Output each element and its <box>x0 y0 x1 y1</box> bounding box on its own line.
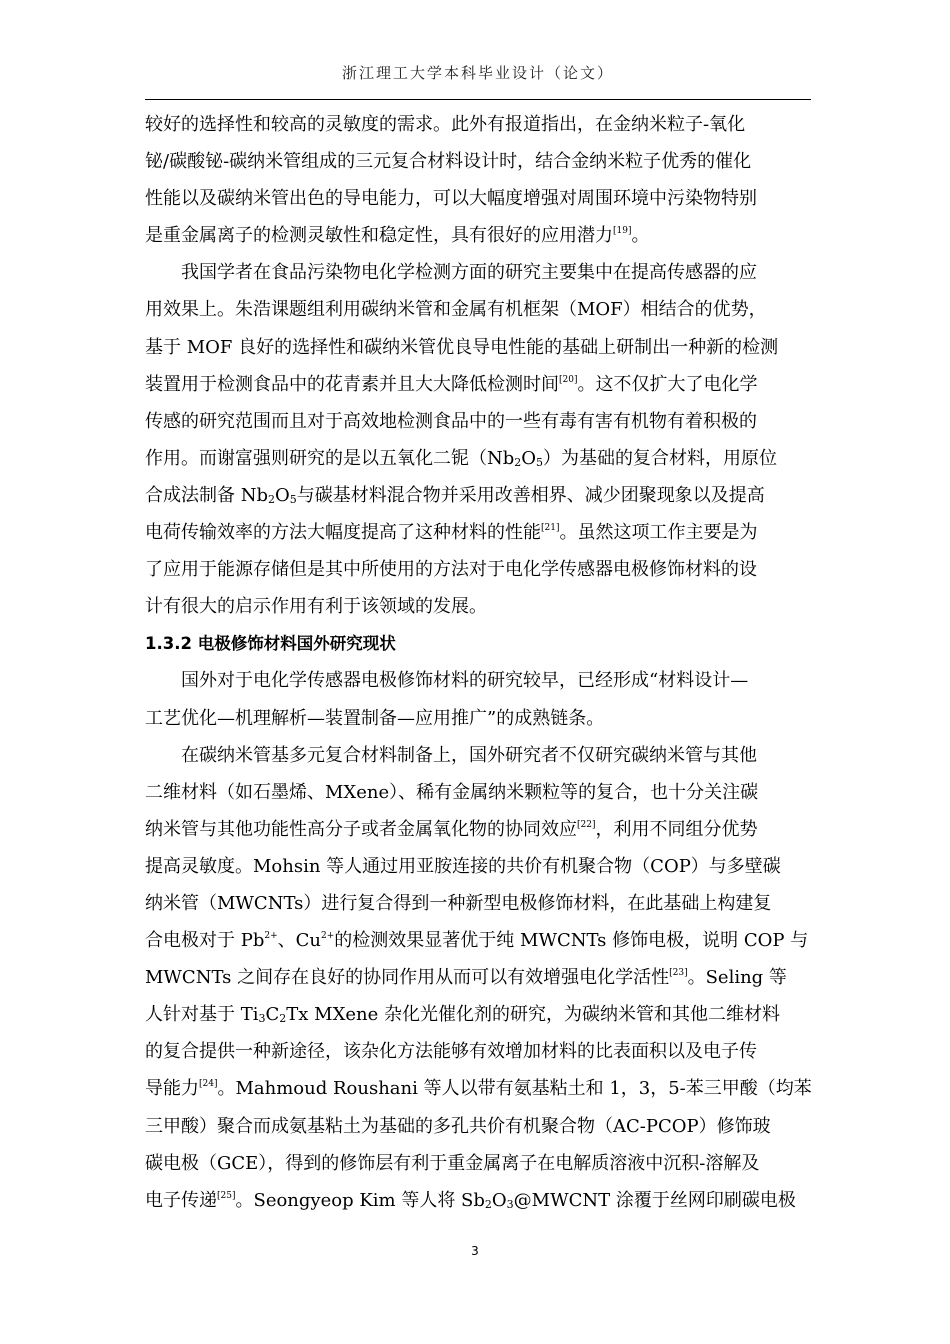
text-line: 在碳纳米管基多元复合材料制备上，国外研究者不仅研究碳纳米管与其他 <box>181 744 757 766</box>
text-line: 计有很大的启示作用有利于该领域的发展。 <box>145 596 487 618</box>
citation: [20] <box>559 374 578 385</box>
text-line: 基于 MOF 良好的选择性和碳纳米管优良导电性能的基础上研制出一种新的检测 <box>145 336 779 358</box>
text-line: 三甲酸）聚合而成氨基粘土为基础的多孔共价有机聚合物（AC-PCOP）修饰玻 <box>145 1115 771 1137</box>
text-line: 导能力 [24] 。Mahmoud Roushani 等人以带有氨基粘土和 1，3，5-苯三甲酸（均苯 <box>145 1070 811 1107</box>
text-line: 装置用于检测食品中的花青素并且大大降低检测时间 [20] 。这不仅扩大了电化学 <box>145 366 811 403</box>
text-line: 较好的选择性和较高的灵敏度的需求。此外有报道指出，在金纳米粒子-氧化 <box>145 114 746 135</box>
text-line: 合成法制备 Nb $_2$ O $_5$ 与碳基材料混合物并采用改善相界、减少团聚现象以及提高 <box>145 484 765 506</box>
text-line: 传感的研究范围而且对于高效地检测食品中的一些有毒有害有机物有着积极的 <box>145 410 757 432</box>
text-line: 了应用于能源存储但是其中所使用的方法对于电化学传感器电极修饰材料的设 <box>145 559 757 581</box>
text-line: 二维材料（如石墨烯、MXene）、稀有金属纳米颗粒等的复合，也十分关注碳 <box>145 781 759 803</box>
text-line: 提高灵敏度。Mohsin 等人通过用亚胺连接的共价有机聚合物（COP）与多壁碳 <box>145 855 781 877</box>
header-rule <box>145 99 811 100</box>
page-number: 3 <box>471 1244 479 1258</box>
body-text <box>145 106 811 1219</box>
citation: [25] <box>217 1190 236 1201</box>
text-line: 铋/碳酸铋-碳纳米管组成的三元复合材料设计时，结合金纳米粒子优秀的催化 <box>145 151 752 173</box>
text-line: MWCNTs 之间存在良好的协同作用从而可以有效增强电化学活性 [23] 。Seling 等 <box>145 959 811 996</box>
text-line: 电荷传输效率的方法大幅度提高了这种材料的性能 [21] 。虽然这项工作主要是为 <box>145 514 811 551</box>
text-line: 纳米管与其他功能性高分子或者金属氧化物的协同效应 [22] ，利用不同组分优势 <box>145 811 811 848</box>
text-line: 作用。而谢富强则研究的是以五氧化二铌（Nb $_2$ O $_5$ ）为基础的复合材料，用原位 <box>145 447 778 469</box>
text-line: 电子传递 [25] 。Seongyeop Kim 等人将 Sb $_2$ O $_3$ @MWCNT 涂覆于丝网印刷碳电极 <box>145 1182 811 1219</box>
text-line: 国外对于电化学传感器电极修饰材料的研究较早，已经形成“材料设计— <box>181 670 749 692</box>
page-header: 浙江理工大学本科毕业设计（论文） <box>341 64 614 82</box>
citation: [22] <box>577 819 596 830</box>
text-line: 碳电极（GCE），得到的修饰层有利于重金属离子在电解质溶液中沉积-溶解及 <box>145 1152 760 1174</box>
text-line: 是重金属离子的检测灵敏性和稳定性，具有很好的应用潜力 [19] 。 <box>145 217 811 254</box>
text-line: 我国学者在食品污染物电化学检测方面的研究主要集中在提高传感器的应 <box>181 262 757 284</box>
text-line: 性能以及碳纳米管出色的导电能力，可以大幅度增强对周围环境中污染物特别 <box>145 188 757 210</box>
citation: [23] <box>669 968 688 979</box>
text-line: 的复合提供一种新途径，该杂化方法能够有效增加材料的比表面积以及电子传 <box>145 1041 757 1063</box>
text-line: 人针对基于 Ti $_3$ C $_2$ Tx MXene 杂化光催化剂的研究，为碳纳米管和其他二维材料 <box>145 1004 781 1026</box>
citation: [19] <box>613 226 632 237</box>
text-line: 纳米管（MWCNTs）进行复合得到一种新型电极修饰材料，在此基础上构建复 <box>145 892 772 914</box>
citation: [24] <box>199 1079 218 1090</box>
text-line: 合电极对于 Pb $^{2+}$ 、Cu $^{2+}$ 的检测效果显著优于纯 MWCNTs 修饰电极，说明 COP 与 <box>145 930 809 952</box>
text-line: 用效果上。朱浩课题组利用碳纳米管和金属有机框架（MOF）相结合的优势， <box>145 299 767 321</box>
citation: [21] <box>541 523 560 534</box>
text-line: 工艺优化—机理解析—装置制备—应用推广”的成熟链条。 <box>145 707 605 729</box>
section-heading: 1.3.2 电极修饰材料国外研究现状 <box>145 634 396 654</box>
